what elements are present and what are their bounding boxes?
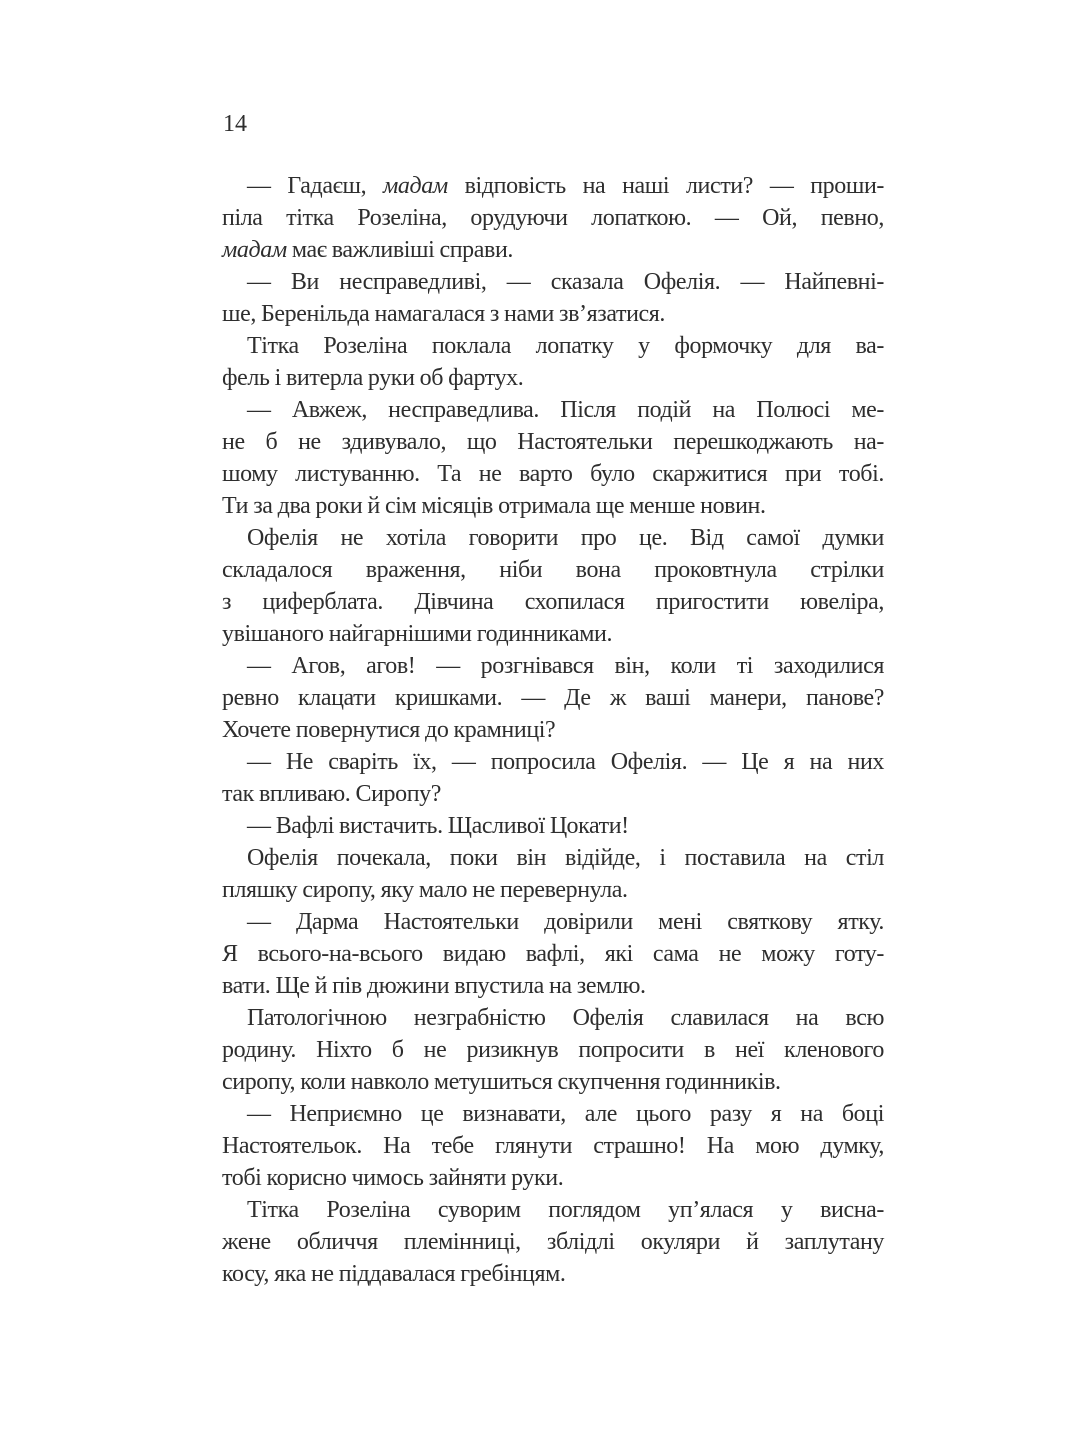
text-run: відповість на наші листи? — проши- (447, 173, 884, 199)
text-line (222, 202, 884, 234)
text-run: пляшку сиропу, яку мало не перевернула. (222, 877, 628, 903)
text-run: Ти за два роки й сім місяців отримала ще менше новин. (222, 493, 766, 519)
text-run: Офелія не хотіла говорити про це. Від самої думки (247, 525, 884, 551)
text-line (222, 394, 884, 426)
text-line (222, 1066, 884, 1098)
text-line (222, 1162, 884, 1194)
text-run: жене обличчя племінниці, зблідлі окуляри й заплутану (222, 1229, 884, 1255)
text-line (222, 906, 884, 938)
paragraph (222, 746, 884, 810)
text-run: — Агов, агов! — розгнівався він, коли ті заходилися (247, 653, 884, 679)
paragraph (222, 650, 884, 746)
text-run: — Авжеж, несправедлива. Після подій на Полюсі ме- (247, 397, 884, 423)
text-run: складалося враження, ніби вона проковтнула стрілки (222, 557, 884, 583)
paragraph (222, 1002, 884, 1098)
text-run: — Гадаєш, (247, 173, 384, 199)
text-line (222, 490, 884, 522)
text-run: Настоятельок. На тебе глянути страшно! На мою думку, (222, 1133, 884, 1159)
paragraph (222, 170, 884, 266)
text-line (222, 1194, 884, 1226)
text-run: має важливіші справи. (286, 237, 514, 263)
text-line (222, 1034, 884, 1066)
paragraph (222, 906, 884, 1002)
paragraph (222, 1194, 884, 1290)
italic-run: мадам (383, 173, 448, 199)
text-run: — Вафлі вистачить. Щасливої Цокати! (247, 813, 629, 839)
text-run: Я всього-на-всього видаю вафлі, які сама не можу готу- (222, 941, 884, 967)
text-run: Тітка Розеліна суворим поглядом уп’ялася у висна- (247, 1197, 884, 1223)
text-line (222, 458, 884, 490)
text-line (222, 1130, 884, 1162)
text-run: Офелія почекала, поки він відійде, і поставила на стіл (247, 845, 884, 871)
text-line (222, 426, 884, 458)
text-line (222, 938, 884, 970)
text-line (222, 522, 884, 554)
text-line (222, 330, 884, 362)
text-run: фель і витерла руки об фартух. (222, 365, 524, 391)
text-line (222, 298, 884, 330)
paragraph (222, 394, 884, 522)
text-run: шому листуванню. Та не варто було скаржитися при тобі. (222, 461, 884, 487)
text-run: тобі корисно чимось зайняти руки. (222, 1165, 564, 1191)
italic-run: мадам (222, 237, 287, 263)
text-block (222, 170, 884, 1290)
text-run: не б не здивувало, що Настоятельки перешкоджають на- (222, 429, 884, 455)
text-run: косу, яка не піддавалася гребінцям. (222, 1261, 566, 1287)
text-line (222, 970, 884, 1002)
text-run: вати. Ще й пів дюжини впустила на землю. (222, 973, 646, 999)
text-run: з циферблата. Дівчина схопилася пригостити ювеліра, (222, 589, 884, 615)
text-line (222, 234, 884, 266)
text-run: так впливаю. Сиропу? (222, 781, 442, 807)
text-run: — Дарма Настоятельки довірили мені святкову ятку. (247, 909, 884, 935)
paragraph (222, 330, 884, 394)
text-line (222, 874, 884, 906)
paragraph (222, 1098, 884, 1194)
text-line (222, 810, 884, 842)
text-run: Хочете повернутися до крамниці? (222, 717, 556, 743)
text-line (222, 1258, 884, 1290)
text-run: Тітка Розеліна поклала лопатку у формочку для ва- (247, 333, 884, 359)
text-line (222, 650, 884, 682)
text-run: сиропу, коли навколо метушиться скупчення годинників. (222, 1069, 781, 1095)
text-line (222, 1226, 884, 1258)
text-line (222, 1098, 884, 1130)
paragraph (222, 810, 884, 842)
text-line (222, 362, 884, 394)
text-run: увішаного найгарнішими годинниками. (222, 621, 613, 647)
text-line (222, 714, 884, 746)
text-run: — Неприємно це визнавати, але цього разу я на боці (247, 1101, 884, 1127)
text-line (222, 266, 884, 298)
text-run: — Не сваріть їх, — попросила Офелія. — Це я на них (247, 749, 884, 775)
text-run: Патологічною незграбністю Офелія славилася на всю (247, 1005, 884, 1031)
text-line (222, 746, 884, 778)
text-run: ревно клацати кришками. — Де ж ваші манери, панове? (222, 685, 884, 711)
text-line (222, 170, 884, 202)
text-run: родину. Ніхто б не ризикнув попросити в неї кленового (222, 1037, 884, 1063)
text-line (222, 842, 884, 874)
page-number: 14 (223, 111, 247, 137)
paragraph (222, 842, 884, 906)
text-line (222, 1002, 884, 1034)
text-run: піла тітка Розеліна, орудуючи лопаткою. — Ой, певно, (222, 205, 884, 231)
text-line (222, 554, 884, 586)
text-run: — Ви несправедливі, — сказала Офелія. — Найпевні- (247, 269, 884, 295)
text-line (222, 586, 884, 618)
paragraph (222, 266, 884, 330)
paragraph (222, 522, 884, 650)
text-run: ше, Беренільда намагалася з нами зв’язатися. (222, 301, 666, 327)
text-line (222, 682, 884, 714)
text-line (222, 618, 884, 650)
text-line (222, 778, 884, 810)
